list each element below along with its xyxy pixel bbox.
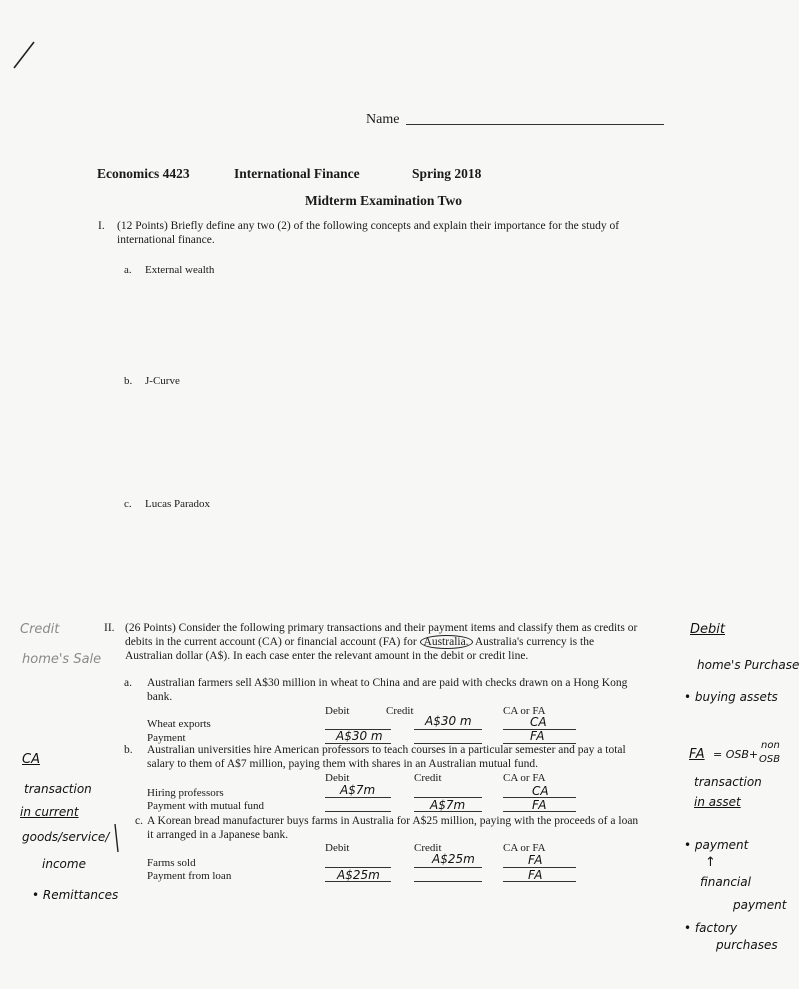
note-payment: • payment xyxy=(684,838,749,852)
credit-answer: A$7m xyxy=(430,798,466,812)
row-label: Payment xyxy=(147,732,186,744)
account-answer: CA xyxy=(530,715,547,729)
col-debit: Debit xyxy=(325,772,350,784)
row-label: Wheat exports xyxy=(147,718,211,730)
debit-answer: A$7m xyxy=(340,783,376,797)
credit-line[interactable] xyxy=(414,729,482,730)
name-field-line[interactable] xyxy=(406,124,664,125)
q1-prompt-line2: international finance. xyxy=(117,234,215,246)
q2-prompt-line2 xyxy=(125,636,594,649)
note-goods-service: goods/service/ xyxy=(22,830,110,844)
q1-item-letter: c. xyxy=(124,498,132,510)
course-term: Spring 2018 xyxy=(412,166,482,181)
name-label: Name xyxy=(366,112,400,127)
note-credit: Credit xyxy=(20,622,60,637)
pen-mark xyxy=(8,38,38,74)
col-ca-fa: CA or FA xyxy=(503,842,546,854)
debit-answer: A$25m xyxy=(337,868,380,882)
q1-item-j-curve: J-Curve xyxy=(145,375,180,387)
account-answer: CA xyxy=(532,784,549,798)
course-subject: International Finance xyxy=(234,166,360,181)
note-arrow-up: ↑ xyxy=(705,855,716,870)
q1-item-letter: b. xyxy=(124,375,133,387)
row-label: Farms sold xyxy=(147,857,196,869)
note-fa: FA xyxy=(689,747,705,762)
credit-line[interactable] xyxy=(414,811,482,812)
row-label: Hiring professors xyxy=(147,787,224,799)
debit-line[interactable] xyxy=(325,811,391,812)
part-c-text-line2: it arranged in a Japanese bank. xyxy=(147,829,289,841)
col-debit: Debit xyxy=(325,842,350,854)
q1-item-external-wealth: External wealth xyxy=(145,264,215,276)
note-payment-2: payment xyxy=(733,898,787,912)
credit-answer: A$25m xyxy=(432,852,475,866)
credit-answer: A$30 m xyxy=(425,714,472,728)
q2-prompt-line3: Australian dollar (A$). In each case enter the relevant amount in the debit or credit line. xyxy=(125,650,529,662)
account-answer: FA xyxy=(528,853,543,867)
q2-prompt-line2-end: Australia's currency is the xyxy=(474,636,595,648)
note-in-asset: in asset xyxy=(694,795,741,809)
account-line[interactable] xyxy=(503,881,576,882)
q1-item-letter: a. xyxy=(124,264,132,276)
pen-stroke xyxy=(113,822,121,854)
note-home-purchase: home's Purchase xyxy=(697,658,799,672)
note-financial: financial xyxy=(700,875,751,889)
note-fa-transaction: transaction xyxy=(694,775,762,789)
part-a-text-line2: bank. xyxy=(147,691,173,703)
debit-answer: A$30 m xyxy=(336,729,383,743)
debit-line[interactable] xyxy=(325,797,391,798)
account-answer: FA xyxy=(532,798,547,812)
exam-title: Midterm Examination Two xyxy=(305,193,462,208)
part-b-text-line1: Australian universities hire American professors to teach courses in a particular semester and pay a total xyxy=(147,744,626,756)
note-ca: CA xyxy=(22,752,40,767)
note-home-sale: home's Sale xyxy=(22,652,102,667)
note-income: income xyxy=(42,857,86,871)
col-ca-fa: CA or FA xyxy=(503,772,546,784)
q2-prompt-line2-start: debits in the current account (CA) or financial account (FA) for xyxy=(125,636,417,648)
note-factory: • factory xyxy=(684,921,738,935)
account-line[interactable] xyxy=(503,811,576,812)
row-label: Payment with mutual fund xyxy=(147,800,265,812)
q1-item-lucas-paradox: Lucas Paradox xyxy=(145,498,211,510)
q1-prompt-line1: (12 Points) Briefly define any two (2) of the following concepts and explain their importance for the study of xyxy=(117,220,620,232)
course-number: Economics 4423 xyxy=(97,166,190,181)
col-credit: Credit xyxy=(414,842,442,854)
account-answer: FA xyxy=(528,868,543,882)
note-debit: Debit xyxy=(690,622,725,637)
part-c-text-line1: A Korean bread manufacturer buys farms in Australia for A$25 million, paying with the proceeds of a loan xyxy=(147,815,639,827)
note-in-current: in current xyxy=(20,805,79,819)
q2-prompt-line1: (26 Points) Consider the following primary transactions and their payment items and classify them as credits or xyxy=(125,622,638,634)
credit-line[interactable] xyxy=(414,881,482,882)
col-credit: Credit xyxy=(414,772,442,784)
note-buying-assets: • buying assets xyxy=(684,690,778,704)
part-b-letter: b. xyxy=(124,744,133,756)
part-b-text-line2: salary to them of A$7 million, paying them with shares in an Australian mutual fund. xyxy=(147,758,538,770)
debit-line[interactable] xyxy=(325,881,391,882)
note-remittances: • Remittances xyxy=(32,888,119,902)
row-label: Payment from loan xyxy=(147,870,232,882)
part-a-letter: a. xyxy=(124,677,132,689)
q2-country-circled: Australia. xyxy=(420,635,473,649)
note-purchases: purchases xyxy=(716,938,778,952)
col-credit: Credit xyxy=(386,705,414,717)
note-fa-equals: = OSB+ xyxy=(713,748,759,761)
note-osb: OSB xyxy=(759,754,781,765)
col-debit: Debit xyxy=(325,705,350,717)
part-c-letter: c. xyxy=(135,815,143,827)
note-non: non xyxy=(761,740,780,751)
col-ca-fa: CA or FA xyxy=(503,705,546,717)
q2-number: II. xyxy=(104,622,115,634)
credit-line[interactable] xyxy=(414,867,482,868)
account-answer: FA xyxy=(530,729,545,743)
q1-number: I. xyxy=(98,220,105,232)
part-a-text-line1: Australian farmers sell A$30 million in wheat to China and are paid with checks drawn on a Hong Kong xyxy=(147,677,628,689)
note-transaction: transaction xyxy=(24,782,92,796)
